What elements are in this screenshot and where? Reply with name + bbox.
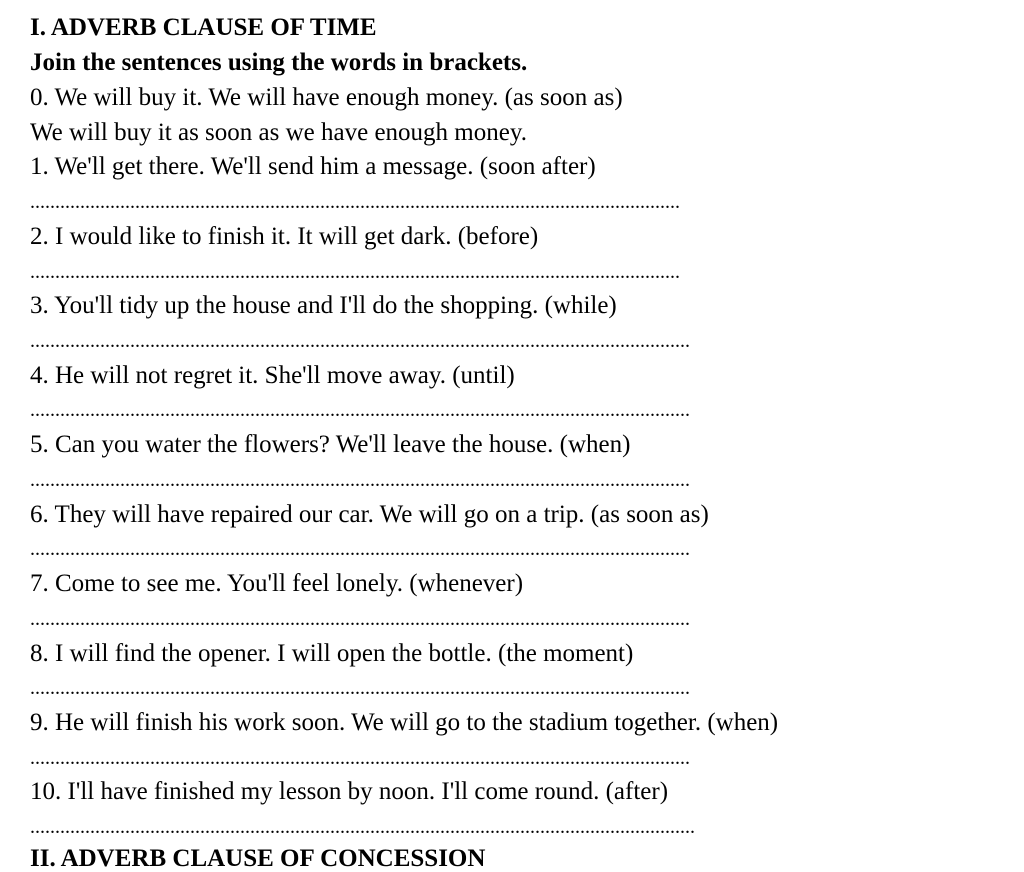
answer-blank[interactable]: .....................................................................................................................................	[30, 816, 695, 838]
answer-blank[interactable]: ....................................................................................................................................	[30, 608, 690, 630]
exercise-item-prompt: 9. He will finish his work soon. We will go to the stadium together. (when)	[30, 709, 779, 736]
answer-blank[interactable]: ....................................................................................................................................	[30, 399, 690, 421]
example-answer: We will buy it as soon as we have enough money.	[30, 119, 527, 146]
exercise-item-prompt: 7. Come to see me. You'll feel lonely. (whenever)	[30, 570, 524, 597]
exercise-item-prompt: 10. I'll have finished my lesson by noon. I'll come round. (after)	[30, 778, 669, 805]
exercise-item-prompt: 3. You'll tidy up the house and I'll do the shopping. (while)	[30, 292, 617, 319]
answer-blank[interactable]: ....................................................................................................................................	[30, 330, 690, 352]
answer-blank[interactable]: ..................................................................................................................................	[30, 191, 680, 213]
exercise-item-prompt: 6. They will have repaired our car. We will go on a trip. (as soon as)	[30, 501, 709, 528]
section-title: II. ADVERB CLAUSE OF CONCESSION	[30, 845, 486, 872]
answer-blank[interactable]: ..................................................................................................................................	[30, 261, 680, 283]
exercise-item-prompt: 1. We'll get there. We'll send him a message. (soon after)	[30, 153, 596, 180]
answer-blank[interactable]: ....................................................................................................................................	[30, 747, 690, 769]
answer-blank[interactable]: ....................................................................................................................................	[30, 677, 690, 699]
answer-blank[interactable]: ....................................................................................................................................	[30, 538, 690, 560]
exercise-item-prompt: 8. I will find the opener. I will open the bottle. (the moment)	[30, 640, 634, 667]
answer-blank[interactable]: ....................................................................................................................................	[30, 469, 690, 491]
exercise-item-prompt: 4. He will not regret it. She'll move away. (until)	[30, 362, 515, 389]
exercise-item-prompt: 2. I would like to finish it. It will get dark. (before)	[30, 223, 539, 250]
section-title: I. ADVERB CLAUSE OF TIME	[30, 14, 377, 41]
instruction-text: Join the sentences using the words in brackets.	[30, 49, 528, 76]
example-prompt: 0. We will buy it. We will have enough money. (as soon as)	[30, 84, 623, 111]
exercise-item-prompt: 5. Can you water the flowers? We'll leave the house. (when)	[30, 431, 631, 458]
